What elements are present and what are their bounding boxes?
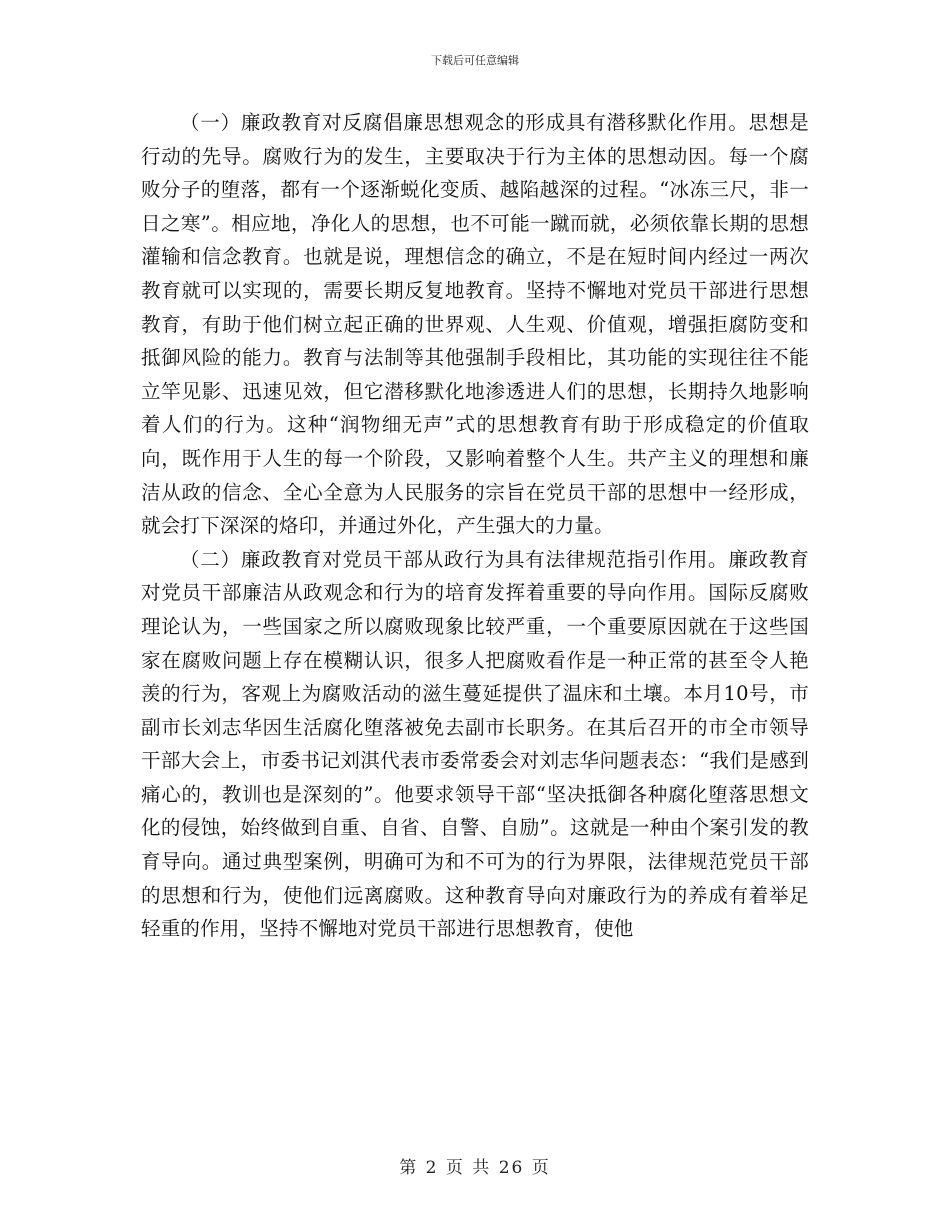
page-number-footer: 第 2 页 共 26 页 [399, 1158, 551, 1178]
page-header: 下载后可任意编辑 [431, 54, 519, 67]
document-body [141, 106, 809, 946]
paragraph-2: （二）廉政教育对党员干部从政行为具有法律规范指引作用。廉政教育对党员干部廉洁从政观念和行为的培育发挥着重要的导向作用。国际反腐败理论认为，一些国家之所以腐败现象比较严重，一个重要原因就在于这些国家在腐败问题上存在模糊认识，很多人把腐败看作是一种正常的甚至令人艳羡的行为，客观上为腐败活动的滋生蔓延提供了温床和土壤。本月10号，市副市长刘志华因生活腐化堕落被免去副市长职务。在其后召开的市全市领导干部大会上，市委书记刘淇代表市委常委会对刘志华问题表态：“我们是感到痛心的，教训也是深刻的”。他要求领导干部“坚决抵御各种腐化堕落思想文化的侵蚀，始终做到自重、自省、自警、自励”。这就是一种由个案引发的教育导向。通过典型案例，明确可为和不可为的行为界限，法律规范党员干部的思想和行为，使他们远离腐败。这种教育导向对廉政行为的养成有着举足轻重的作用，坚持不懈地对党员干部进行思想教育，使他 [141, 547, 809, 941]
paragraph-1: （一）廉政教育对反腐倡廉思想观念的形成具有潜移默化作用。思想是行动的先导。腐败行为的发生，主要取决于行为主体的思想动因。每一个腐败分子的堕落，都有一个逐渐蜕化变质、越陷越深的过程。“冰冻三尺，非一日之寒”。相应地，净化人的思想，也不可能一蹴而就，必须依靠长期的思想灌输和信念教育。也就是说，理想信念的确立，不是在短时间内经过一两次教育就可以实现的，需要长期反复地教育。坚持不懈地对党员干部进行思想教育，有助于他们树立起正确的世界观、人生观、价值观，增强拒腐防变和抵御风险的能力。教育与法制等其他强制手段相比，其功能的实现往往不能立竿见影、迅速见效，但它潜移默化地渗透进人们的思想，长期持久地影响着人们的行为。这种“润物细无声”式的思想教育有助于形成稳定的价值取向，既作用于人生的每一个阶段，又影响着整个人生。共产主义的理想和廉洁从政的信念、全心全意为人民服务的宗旨在党员干部的思想中一经形成，就会打下深深的烙印，并通过外化，产生强大的力量。 [141, 111, 809, 538]
